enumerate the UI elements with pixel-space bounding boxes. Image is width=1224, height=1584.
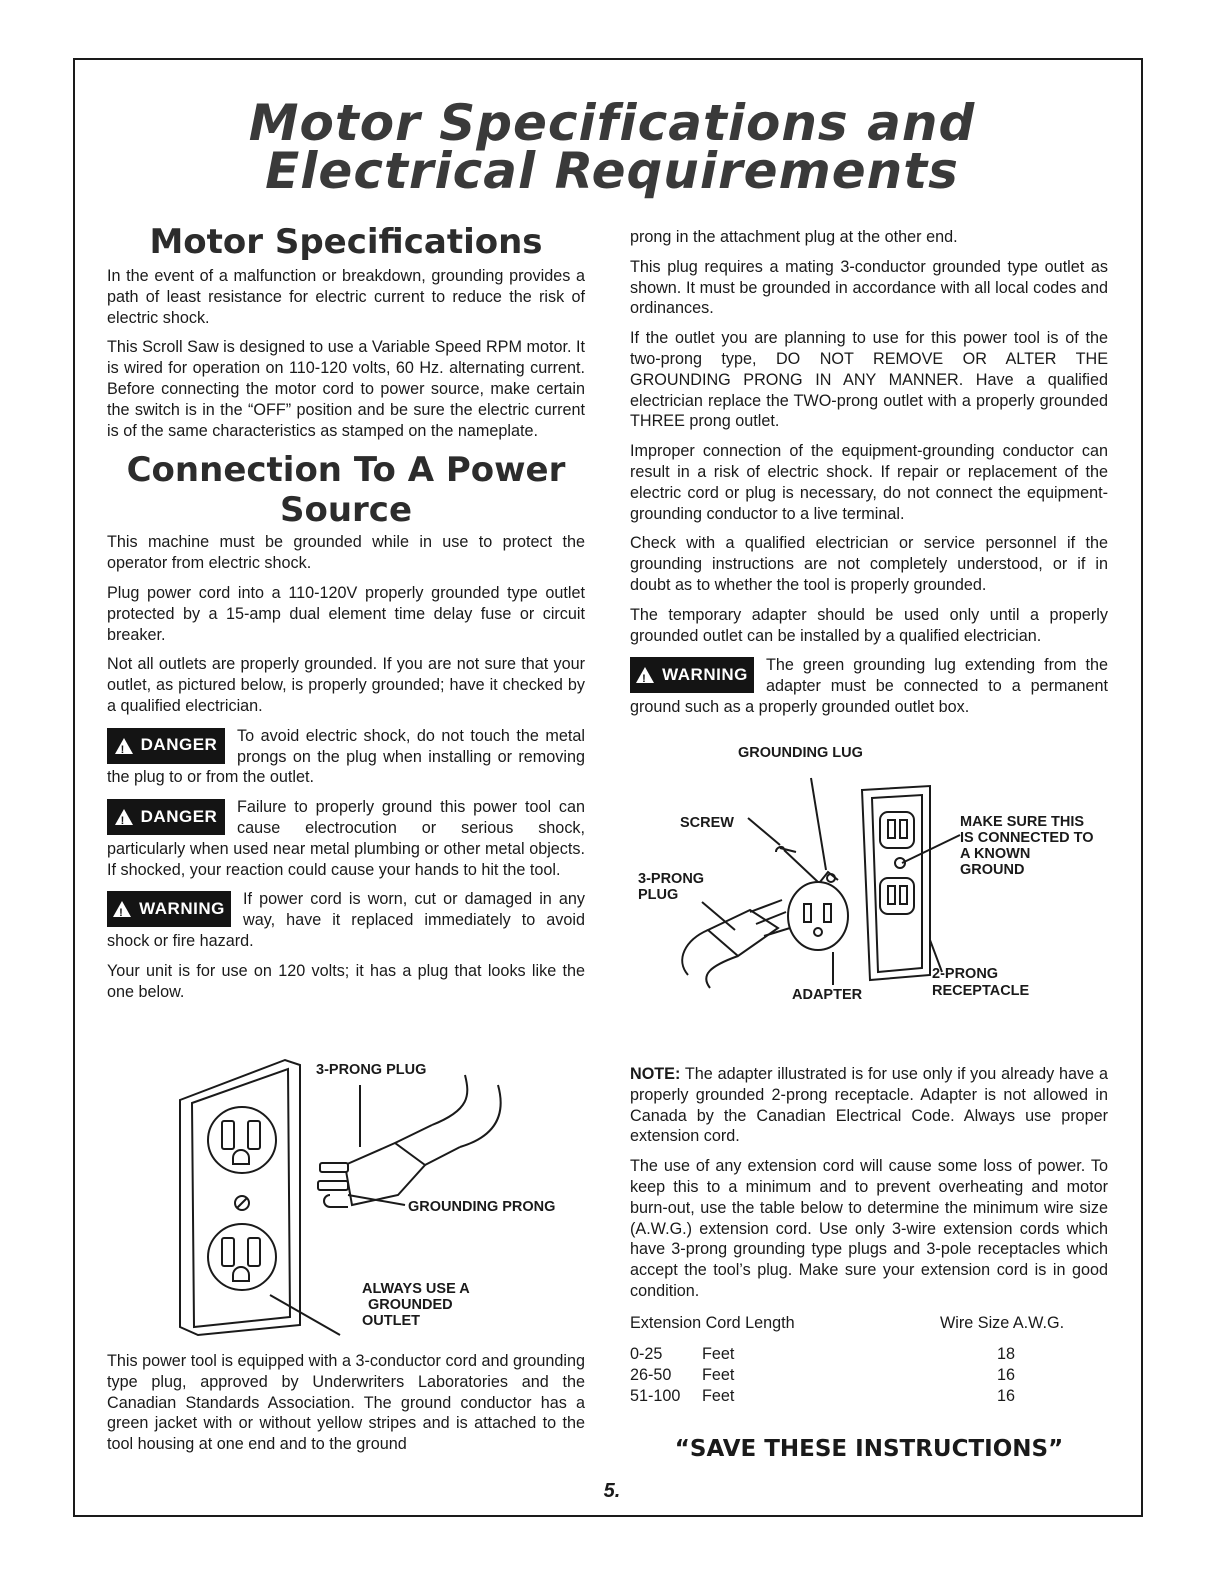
- page-title-line1: Motor Specifications and: [248, 94, 976, 152]
- table-cell-size: 16: [997, 1366, 1016, 1384]
- figure1-outlet-label-1: ALWAYS USE A: [362, 1281, 470, 1297]
- note-para: NOTE: The adapter illustrated is for use only if you already have a properly grounded 2-prong receptacle. Adapter is not allowed in Canada by the Canadian Electrical Code. Always use proper extension cord.: [630, 1065, 1108, 1146]
- connection-para-5: This power tool is equipped with a 3-conductor cord and grounding type plug, approved by Underwriters Laboratories and the Canadian Standards Association. The ground conductor has a green jacket with or without yellow stripes and is attached to the tool housing at one end and to the ground: [107, 1352, 585, 1454]
- table-cell-unit: Feet: [702, 1345, 735, 1363]
- figure2-screw-label: SCREW: [680, 815, 734, 831]
- danger-badge: ! DANGER: [107, 728, 225, 764]
- motor-specs-para-2: This Scroll Saw is designed to use a Variable Speed RPM motor. It is wired for operation on 110-120 volts, 60 Hz. alternating current. Before connecting the motor cord to power source, make certain the switch is in the “OFF” position and be sure the electric current is of the same characteristics as stamped on the nameplate.: [107, 338, 585, 440]
- connection-para-1: This machine must be grounded while in use to protect the operator from electric shock.: [107, 533, 585, 573]
- warning-badge: ! WARNING: [107, 891, 231, 927]
- warning-triangle-icon: [636, 667, 654, 683]
- figure2-make-label-2: IS CONNECTED TO: [960, 830, 1094, 846]
- table-cell-unit: Feet: [702, 1366, 735, 1384]
- table-header-wire: Wire Size A.W.G.: [940, 1314, 1065, 1332]
- page-number: 5.: [603, 1480, 621, 1502]
- right-para-1: prong in the attachment plug at the other end.: [630, 228, 958, 246]
- table-cell-unit: Feet: [702, 1387, 735, 1405]
- figure2-plug-label-1: 3-PRONG: [638, 871, 705, 887]
- connection-para-2: Plug power cord into a 110-120V properly grounded type outlet protected by a 15-amp dual element time delay fuse or circuit breaker.: [107, 583, 585, 644]
- figure1-outlet-label-2: GROUNDED: [368, 1297, 453, 1313]
- right-para-3: If the outlet you are planning to use for this power tool is of the two-prong type, DO NOT REMOVE OR ALTER THE GROUNDING PRONG IN ANY MANNER. Have a qualified electrician replace the TWO-prong outlet with a properly grounded THREE prong outlet.: [630, 329, 1108, 431]
- figure2-lug-label: GROUNDING LUG: [738, 745, 863, 761]
- note-label: NOTE:: [630, 1065, 681, 1083]
- danger-notice-2: ! DANGER Failure to properly ground this power tool can cause electrocution or serious shock, particularly when used near metal plumbing or other metal objects. If shocked, your reaction could cause your hands to hit the tool.: [107, 797, 585, 880]
- table-header-length: Extension Cord Length: [630, 1314, 795, 1332]
- connection-para-4: Your unit is for use on 120 volts; it has a plug that looks like the one below.: [107, 961, 585, 1001]
- warning-notice-2: ! WARNING The green grounding lug extending from the adapter must be connected to a permanent ground such as a properly grounded outlet box.: [630, 655, 1108, 717]
- figure1-outlet-label-3: OUTLET: [362, 1313, 420, 1329]
- figure2-receptacle-label-2: RECEPTACLE: [932, 983, 1030, 999]
- figure1-prong-label: GROUNDING PRONG: [408, 1199, 556, 1215]
- warning-triangle-icon: [115, 809, 133, 825]
- table-cell-range: 51-100: [630, 1387, 681, 1405]
- warning-notice-1: ! WARNING If power cord is worn, cut or damaged in any way, have it replaced immediately to avoid shock or fire hazard.: [107, 889, 585, 951]
- right-para-2: This plug requires a mating 3-conductor grounded type outlet as shown. It must be grounded in accordance with all local codes and ordinances.: [630, 257, 1108, 318]
- right-para-4: Improper connection of the equipment-grounding conductor can result in a risk of electric shock. If repair or replacement of the electric cord or plug is necessary, do not connect the equipment-grounding conductor to a live terminal.: [630, 442, 1108, 523]
- left-column-bottom: [107, 1351, 585, 1464]
- warning-triangle-icon: [115, 738, 133, 754]
- table-cell-range: 0-25: [630, 1345, 663, 1363]
- figure2-make-label-4: GROUND: [960, 862, 1025, 878]
- warning-triangle-icon: [113, 901, 131, 917]
- left-column: [107, 222, 585, 1011]
- figure2-make-label-3: A KNOWN: [960, 846, 1031, 862]
- warning-badge: ! WARNING: [630, 657, 754, 693]
- right-para-7: The use of any extension cord will cause some loss of power. To keep this to a minimum and to prevent overheating and motor burn-out, use the table below to determine the minimum wire size (A.W.G.) extension cord. Use only 3-wire extension cords which have 3-prong grounding type plugs and 3-pole receptacles which accept the tool’s plug. Make sure your extension cord is in good condition.: [630, 1157, 1108, 1300]
- figure2-plug-label-2: PLUG: [638, 887, 679, 903]
- connection-heading-line2: Source: [279, 490, 413, 531]
- right-column-bottom: [630, 1064, 1108, 1311]
- table-cell-range: 26-50: [630, 1366, 672, 1384]
- figure2-make-label-1: MAKE SURE THIS: [960, 814, 1085, 830]
- right-para-5: Check with a qualified electrician or service personnel if the grounding instructions are not completely understood, or if in doubt as to whether the tool is properly grounded.: [630, 534, 1108, 594]
- figure2-adapter-label: ADAPTER: [792, 987, 863, 1003]
- table-cell-size: 16: [997, 1387, 1016, 1405]
- page-title-line2: Electrical Requirements: [265, 142, 959, 200]
- motor-specs-heading: Motor Specifications: [149, 222, 543, 262]
- connection-heading-line1: Connection To A Power: [126, 450, 566, 491]
- right-column: [630, 227, 1108, 727]
- connection-para-3: Not all outlets are properly grounded. If you are not sure that your outlet, as pictured below, is properly grounded; have it checked by a qualified electrician.: [107, 655, 585, 715]
- danger-badge: ! DANGER: [107, 799, 225, 835]
- right-para-6: The temporary adapter should be used only until a properly grounded outlet can be installed by a qualified electrician.: [630, 605, 1108, 645]
- save-instructions: “SAVE THESE INSTRUCTIONS”: [674, 1436, 1064, 1462]
- figure2-receptacle-label-1: 2-PRONG: [932, 966, 999, 982]
- danger-notice-1: ! DANGER To avoid electric shock, do not touch the metal prongs on the plug when installing or removing the plug to or from the outlet.: [107, 726, 585, 788]
- table-cell-size: 18: [997, 1345, 1016, 1363]
- figure1-plug-label: 3-PRONG PLUG: [316, 1062, 427, 1078]
- motor-specs-para-1: In the event of a malfunction or breakdown, grounding provides a path of least resistance for electric current to reduce the risk of electric shock.: [107, 267, 585, 327]
